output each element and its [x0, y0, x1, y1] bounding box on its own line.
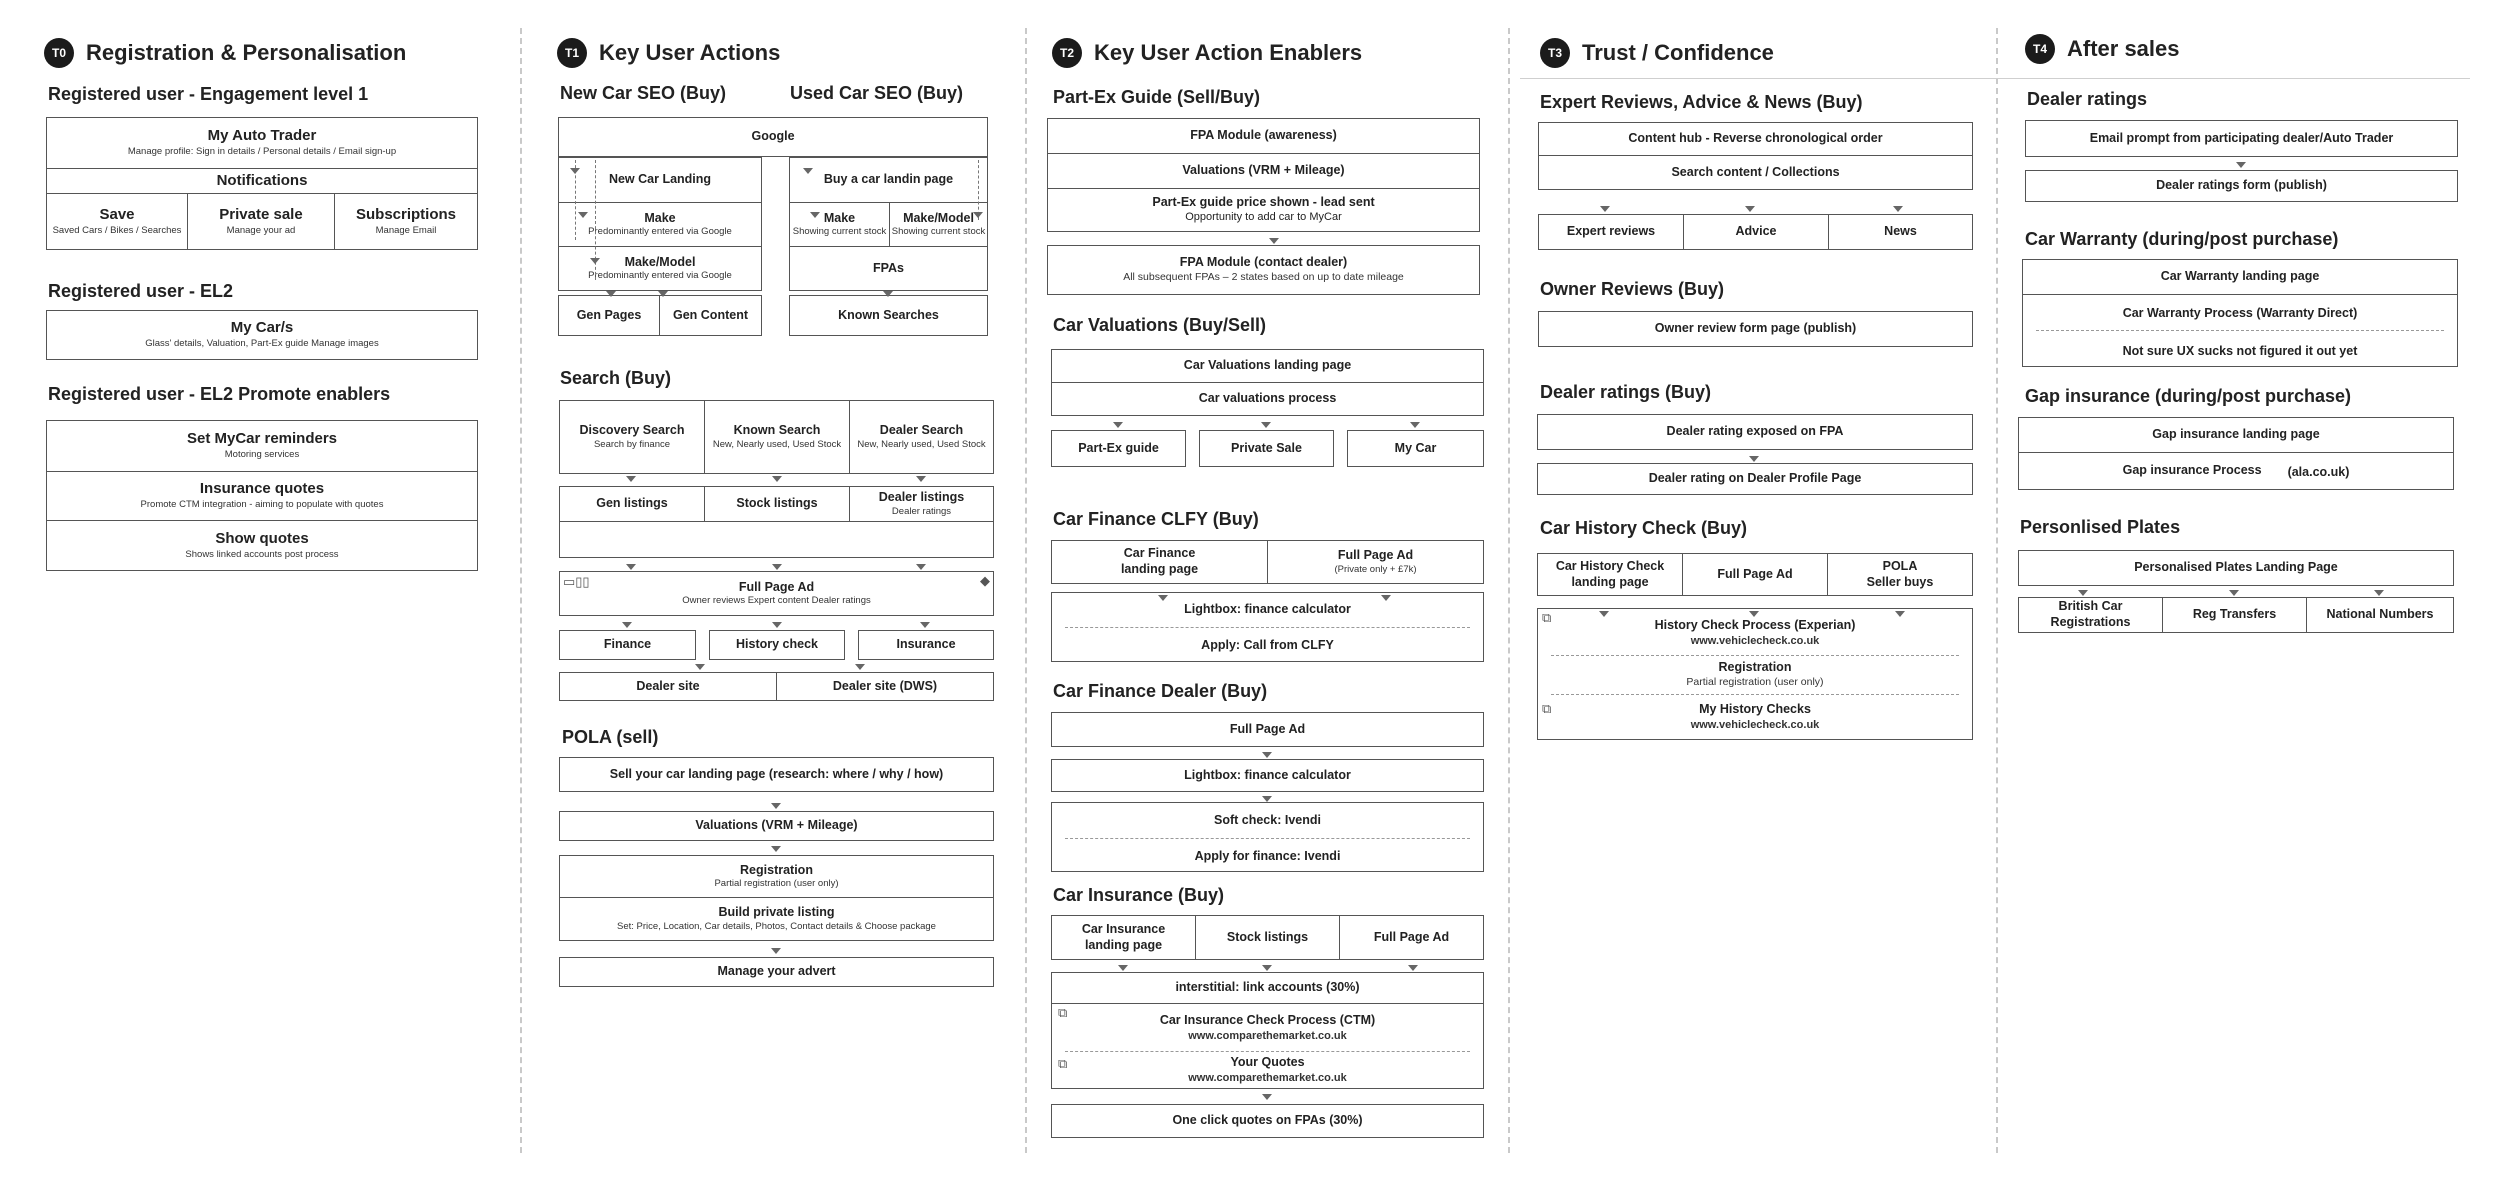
arrow-icon [772, 476, 782, 482]
external-link-icon: ⧉ [1542, 610, 1552, 625]
divider [1065, 1051, 1470, 1052]
column-title-t2: T2 Key User Action Enablers [1052, 38, 1362, 68]
arrow-icon [1158, 595, 1168, 601]
divider [1065, 838, 1470, 839]
full-page-ad-box[interactable]: Full Page Ad Owner reviews Expert content Dealer ratings [559, 571, 994, 616]
divider [1065, 627, 1470, 628]
arrow-icon [1749, 611, 1759, 617]
manage-advert-box[interactable]: Manage your advert [559, 957, 994, 987]
dealer-site-box[interactable]: Dealer site [559, 672, 777, 701]
ratings-form-box[interactable]: Dealer ratings form (publish) [2025, 170, 2458, 202]
mycar-reminders-box[interactable]: Set MyCar reminders Motoring services [46, 420, 478, 472]
section-title-owner-reviews: Owner Reviews (Buy) [1540, 279, 1725, 299]
arrow-icon [695, 664, 705, 670]
advice-box[interactable]: Advice [1683, 214, 1829, 250]
fpa-awareness-box[interactable]: FPA Module (awareness) [1047, 118, 1480, 154]
stock-listings-box[interactable]: Stock listings [704, 486, 850, 522]
external-link-icon: ⧉ [1542, 701, 1552, 716]
partex-valuations-box[interactable]: Valuations (VRM + Mileage) [1047, 153, 1480, 189]
ctm-process-box[interactable]: Car Insurance Check Process (CTM) www.comparethemarket.co.uk Your Quotes www.comparethemarket.co.uk [1051, 1003, 1484, 1089]
arrow-icon [1118, 965, 1128, 971]
badge-t0: T0 [44, 38, 74, 68]
subscriptions-box[interactable]: Subscriptions Manage Email [334, 193, 478, 250]
section-title-el1: Registered user - Engagement level 1 [48, 84, 369, 104]
history-check-box[interactable]: History check [709, 630, 845, 660]
column-title-t0: T0 Registration & Personalisation [44, 38, 406, 68]
arrow-icon [1262, 1094, 1272, 1100]
arrow-icon [1262, 965, 1272, 971]
email-prompt-box[interactable]: Email prompt from participating dealer/Auto Trader [2025, 120, 2458, 157]
chc-fpa-box[interactable]: Full Page Ad [1682, 553, 1828, 596]
gen-listings-box[interactable]: Gen listings [559, 486, 705, 522]
search-spacer-box [559, 521, 994, 558]
ci-stock-box[interactable]: Stock listings [1195, 915, 1340, 960]
arrow-icon [771, 846, 781, 852]
national-numbers-box[interactable]: National Numbers [2306, 597, 2454, 633]
section-title-gap: Gap insurance (during/post purchase) [2025, 386, 2352, 406]
partex-guide-box[interactable]: Part-Ex guide [1051, 430, 1186, 467]
arrow-icon [771, 948, 781, 954]
column-title-t1: T1 Key User Actions [557, 38, 780, 68]
arrow-icon [2374, 590, 2384, 596]
clfy-lightbox-box[interactable]: Lightbox: finance calculator Apply: Call from CLFY [1051, 592, 1484, 662]
section-title-warranty: Car Warranty (during/post purchase) [2025, 229, 2339, 249]
section-title-used-car-seo: Used Car SEO (Buy) [790, 83, 964, 103]
carval-process-box[interactable]: Car valuations process [1051, 382, 1484, 416]
arrow-icon [1408, 965, 1418, 971]
ci-landing-box[interactable]: Car Insurance landing page [1051, 915, 1196, 960]
arrow-icon [2236, 162, 2246, 168]
gen-content-box[interactable]: Gen Content [659, 295, 762, 336]
arrow-icon [1410, 422, 1420, 428]
owner-review-form-box[interactable]: Owner review form page (publish) [1538, 311, 1973, 347]
pola-valuations-box[interactable]: Valuations (VRM + Mileage) [559, 811, 994, 841]
show-quotes-box[interactable]: Show quotes Shows linked accounts post process [46, 520, 478, 571]
dealer-rating-fpa-box[interactable]: Dealer rating exposed on FPA [1537, 414, 1973, 450]
arrow-icon [622, 622, 632, 628]
arrow-icon [1269, 238, 1279, 244]
arrow-icon [916, 476, 926, 482]
private-sale-box-t2[interactable]: Private Sale [1199, 430, 1334, 467]
history-check-process-box[interactable]: History Check Process (Experian) www.vehiclecheck.co.uk Registration Partial registration (user only) My History Checks www.vehiclecheck.co.uk [1537, 608, 1973, 740]
dealer-rating-profile-box[interactable]: Dealer rating on Dealer Profile Page [1537, 463, 1973, 495]
arrow-icon [772, 564, 782, 570]
warranty-process-box[interactable]: Car Warranty Process (Warranty Direct) Not sure UX sucks not figured it out yet [2022, 294, 2458, 367]
make-box[interactable]: Make Predominantly entered via Google [558, 202, 762, 247]
arrow-icon [1261, 422, 1271, 428]
news-box[interactable]: News [1828, 214, 1973, 250]
arrow-icon [920, 622, 930, 628]
dealer-site-dws-box[interactable]: Dealer site (DWS) [776, 672, 994, 701]
column-title-t3: T3 Trust / Confidence [1540, 38, 1774, 68]
notifications-box[interactable]: Notifications [46, 168, 478, 194]
arrow-icon [1262, 796, 1272, 802]
chc-pola-box[interactable]: POLA Seller buys [1827, 553, 1973, 596]
arrow-icon [855, 664, 865, 670]
arrow-icon [771, 803, 781, 809]
my-auto-trader-box[interactable]: My Auto Trader Manage profile: Sign in details / Personal details / Email sign-up [46, 117, 478, 169]
make-model-box[interactable]: Make/Model Predominantly entered via Google [558, 246, 762, 291]
section-title-dealer-ratings: Dealer ratings (Buy) [1540, 382, 1712, 402]
arrow-icon [772, 622, 782, 628]
gap-process-box[interactable]: Gap insurance Process (ala.co.uk) [2018, 452, 2454, 490]
section-title-history-check: Car History Check (Buy) [1540, 518, 1748, 538]
arrow-icon [1381, 595, 1391, 601]
arrow-icon [1895, 611, 1905, 617]
column-title-t4: T4 After sales [2025, 34, 2180, 64]
section-title-clfy: Car Finance CLFY (Buy) [1053, 509, 1259, 529]
soft-check-box[interactable]: Soft check: Ivendi Apply for finance: Ivendi [1051, 802, 1484, 872]
arrow-icon [1600, 206, 1610, 212]
section-title-expert: Expert Reviews, Advice & News (Buy) [1540, 92, 1863, 112]
arrow-icon [973, 212, 983, 218]
cfd-lightbox-box[interactable]: Lightbox: finance calculator [1051, 759, 1484, 792]
used-make-model-box[interactable]: Make/Model Showing current stock [889, 202, 988, 247]
fpas-box[interactable]: FPAs [789, 246, 988, 291]
insurance-quotes-box[interactable]: Insurance quotes Promote CTM integration - aiming to populate with quotes [46, 471, 478, 521]
save-box[interactable]: Save Saved Cars / Bikes / Searches [46, 193, 188, 250]
gap-landing-box[interactable]: Gap insurance landing page [2018, 417, 2454, 453]
known-search-box[interactable]: Known Search New, Nearly used, Used Stock [704, 400, 850, 474]
section-title-new-car-seo: New Car SEO (Buy) [560, 83, 727, 103]
badge-t1: T1 [557, 38, 587, 68]
search-content-box[interactable]: Search content / Collections [1538, 155, 1973, 190]
build-listing-box[interactable]: Build private listing Set: Price, Location, Car details, Photos, Contact details & Choose package [559, 897, 994, 941]
bcr-box[interactable]: British Car Registrations [2018, 597, 2163, 633]
car-finance-landing-box[interactable]: Car Finance landing page [1051, 540, 1268, 584]
divider [1551, 655, 1959, 656]
section-title-el2: Registered user - EL2 [48, 281, 234, 301]
arrow-icon [1749, 456, 1759, 462]
section-title-el2-promote: Registered user - EL2 Promote enablers [48, 384, 391, 404]
arrow-icon [578, 212, 588, 218]
one-click-box[interactable]: One click quotes on FPAs (30%) [1051, 1104, 1484, 1138]
cfd-fpa-box[interactable]: Full Page Ad [1051, 712, 1484, 747]
new-car-landing-box[interactable]: New Car Landing [558, 157, 762, 203]
arrow-icon [1745, 206, 1755, 212]
badge-t4: T4 [2025, 34, 2055, 64]
external-link-icon: ⧉ [1058, 1005, 1068, 1020]
pola-registration-box[interactable]: Registration Partial registration (user only) [559, 855, 994, 898]
arrow-icon [590, 258, 600, 264]
arrow-icon [658, 291, 668, 297]
sell-landing-box[interactable]: Sell your car landing page (research: where / why / how) [559, 757, 994, 792]
external-link-icon: ⧉ [1058, 1056, 1068, 1071]
badge-t2: T2 [1052, 38, 1082, 68]
interstitial-box[interactable]: interstitial: link accounts (30%) [1051, 972, 1484, 1004]
section-title-t4-dealer-ratings: Dealer ratings [2027, 89, 2148, 109]
arrow-icon [606, 291, 616, 297]
warranty-landing-box[interactable]: Car Warranty landing page [2022, 259, 2458, 295]
dealer-listings-box[interactable]: Dealer listings Dealer ratings [849, 486, 994, 522]
finance-box[interactable]: Finance [559, 630, 696, 660]
arrow-icon [1113, 422, 1123, 428]
gen-pages-box[interactable]: Gen Pages [558, 295, 660, 336]
arrow-icon [803, 168, 813, 174]
section-title-part-ex: Part-Ex Guide (Sell/Buy) [1053, 87, 1261, 107]
diamond-icon: ◆ [980, 573, 990, 588]
section-title-pola: POLA (sell) [562, 727, 659, 747]
arrow-icon [2078, 590, 2088, 596]
device-icon: ▭▯▯ [563, 574, 590, 589]
arrow-icon [2229, 590, 2239, 596]
reg-transfers-box[interactable]: Reg Transfers [2162, 597, 2307, 633]
plates-landing-box[interactable]: Personalised Plates Landing Page [2018, 550, 2454, 586]
arrow-icon [1262, 752, 1272, 758]
known-searches-box[interactable]: Known Searches [789, 295, 988, 336]
section-title-search: Search (Buy) [560, 368, 672, 388]
google-box[interactable]: Google [558, 117, 988, 157]
section-title-plates: Personlised Plates [2020, 517, 2181, 537]
ci-fpa-box[interactable]: Full Page Ad [1339, 915, 1484, 960]
arrow-icon [883, 291, 893, 297]
content-hub-box[interactable]: Content hub - Reverse chronological order [1538, 122, 1973, 156]
section-title-cf-dealer: Car Finance Dealer (Buy) [1053, 681, 1268, 701]
my-car-box[interactable]: My Car [1347, 430, 1484, 467]
section-title-car-insurance: Car Insurance (Buy) [1053, 885, 1225, 905]
partex-price-box[interactable]: Part-Ex guide price shown - lead sent Opportunity to add car to MyCar [1047, 188, 1480, 232]
arrow-icon [1893, 206, 1903, 212]
fpa-contact-box[interactable]: FPA Module (contact dealer) All subsequent FPAs – 2 states based on up to date mileage [1047, 245, 1480, 295]
used-make-box[interactable]: Make Showing current stock [789, 202, 890, 247]
badge-t3: T3 [1540, 38, 1570, 68]
arrow-icon [626, 476, 636, 482]
arrow-icon [1599, 611, 1609, 617]
arrow-icon [626, 564, 636, 570]
private-sale-box[interactable]: Private sale Manage your ad [187, 193, 335, 250]
chc-landing-box[interactable]: Car History Check landing page [1537, 553, 1683, 596]
dealer-search-box[interactable]: Dealer Search New, Nearly used, Used Stock [849, 400, 994, 474]
arrow-icon [916, 564, 926, 570]
flow-connector [978, 160, 979, 220]
arrow-icon [570, 168, 580, 174]
section-title-car-valuations: Car Valuations (Buy/Sell) [1053, 315, 1267, 335]
my-cars-box[interactable]: My Car/s Glass' details, Valuation, Part-Ex guide Manage images [46, 310, 478, 360]
divider [1551, 694, 1959, 695]
expert-reviews-box[interactable]: Expert reviews [1538, 214, 1684, 250]
discovery-search-box[interactable]: Discovery Search Search by finance [559, 400, 705, 474]
carval-landing-box[interactable]: Car Valuations landing page [1051, 349, 1484, 383]
divider [2036, 330, 2444, 331]
insurance-box[interactable]: Insurance [858, 630, 994, 660]
clfy-fpa-box[interactable]: Full Page Ad (Private only + £7k) [1267, 540, 1484, 584]
arrow-icon [810, 212, 820, 218]
buy-car-landing-box[interactable]: Buy a car landin page [789, 157, 988, 203]
